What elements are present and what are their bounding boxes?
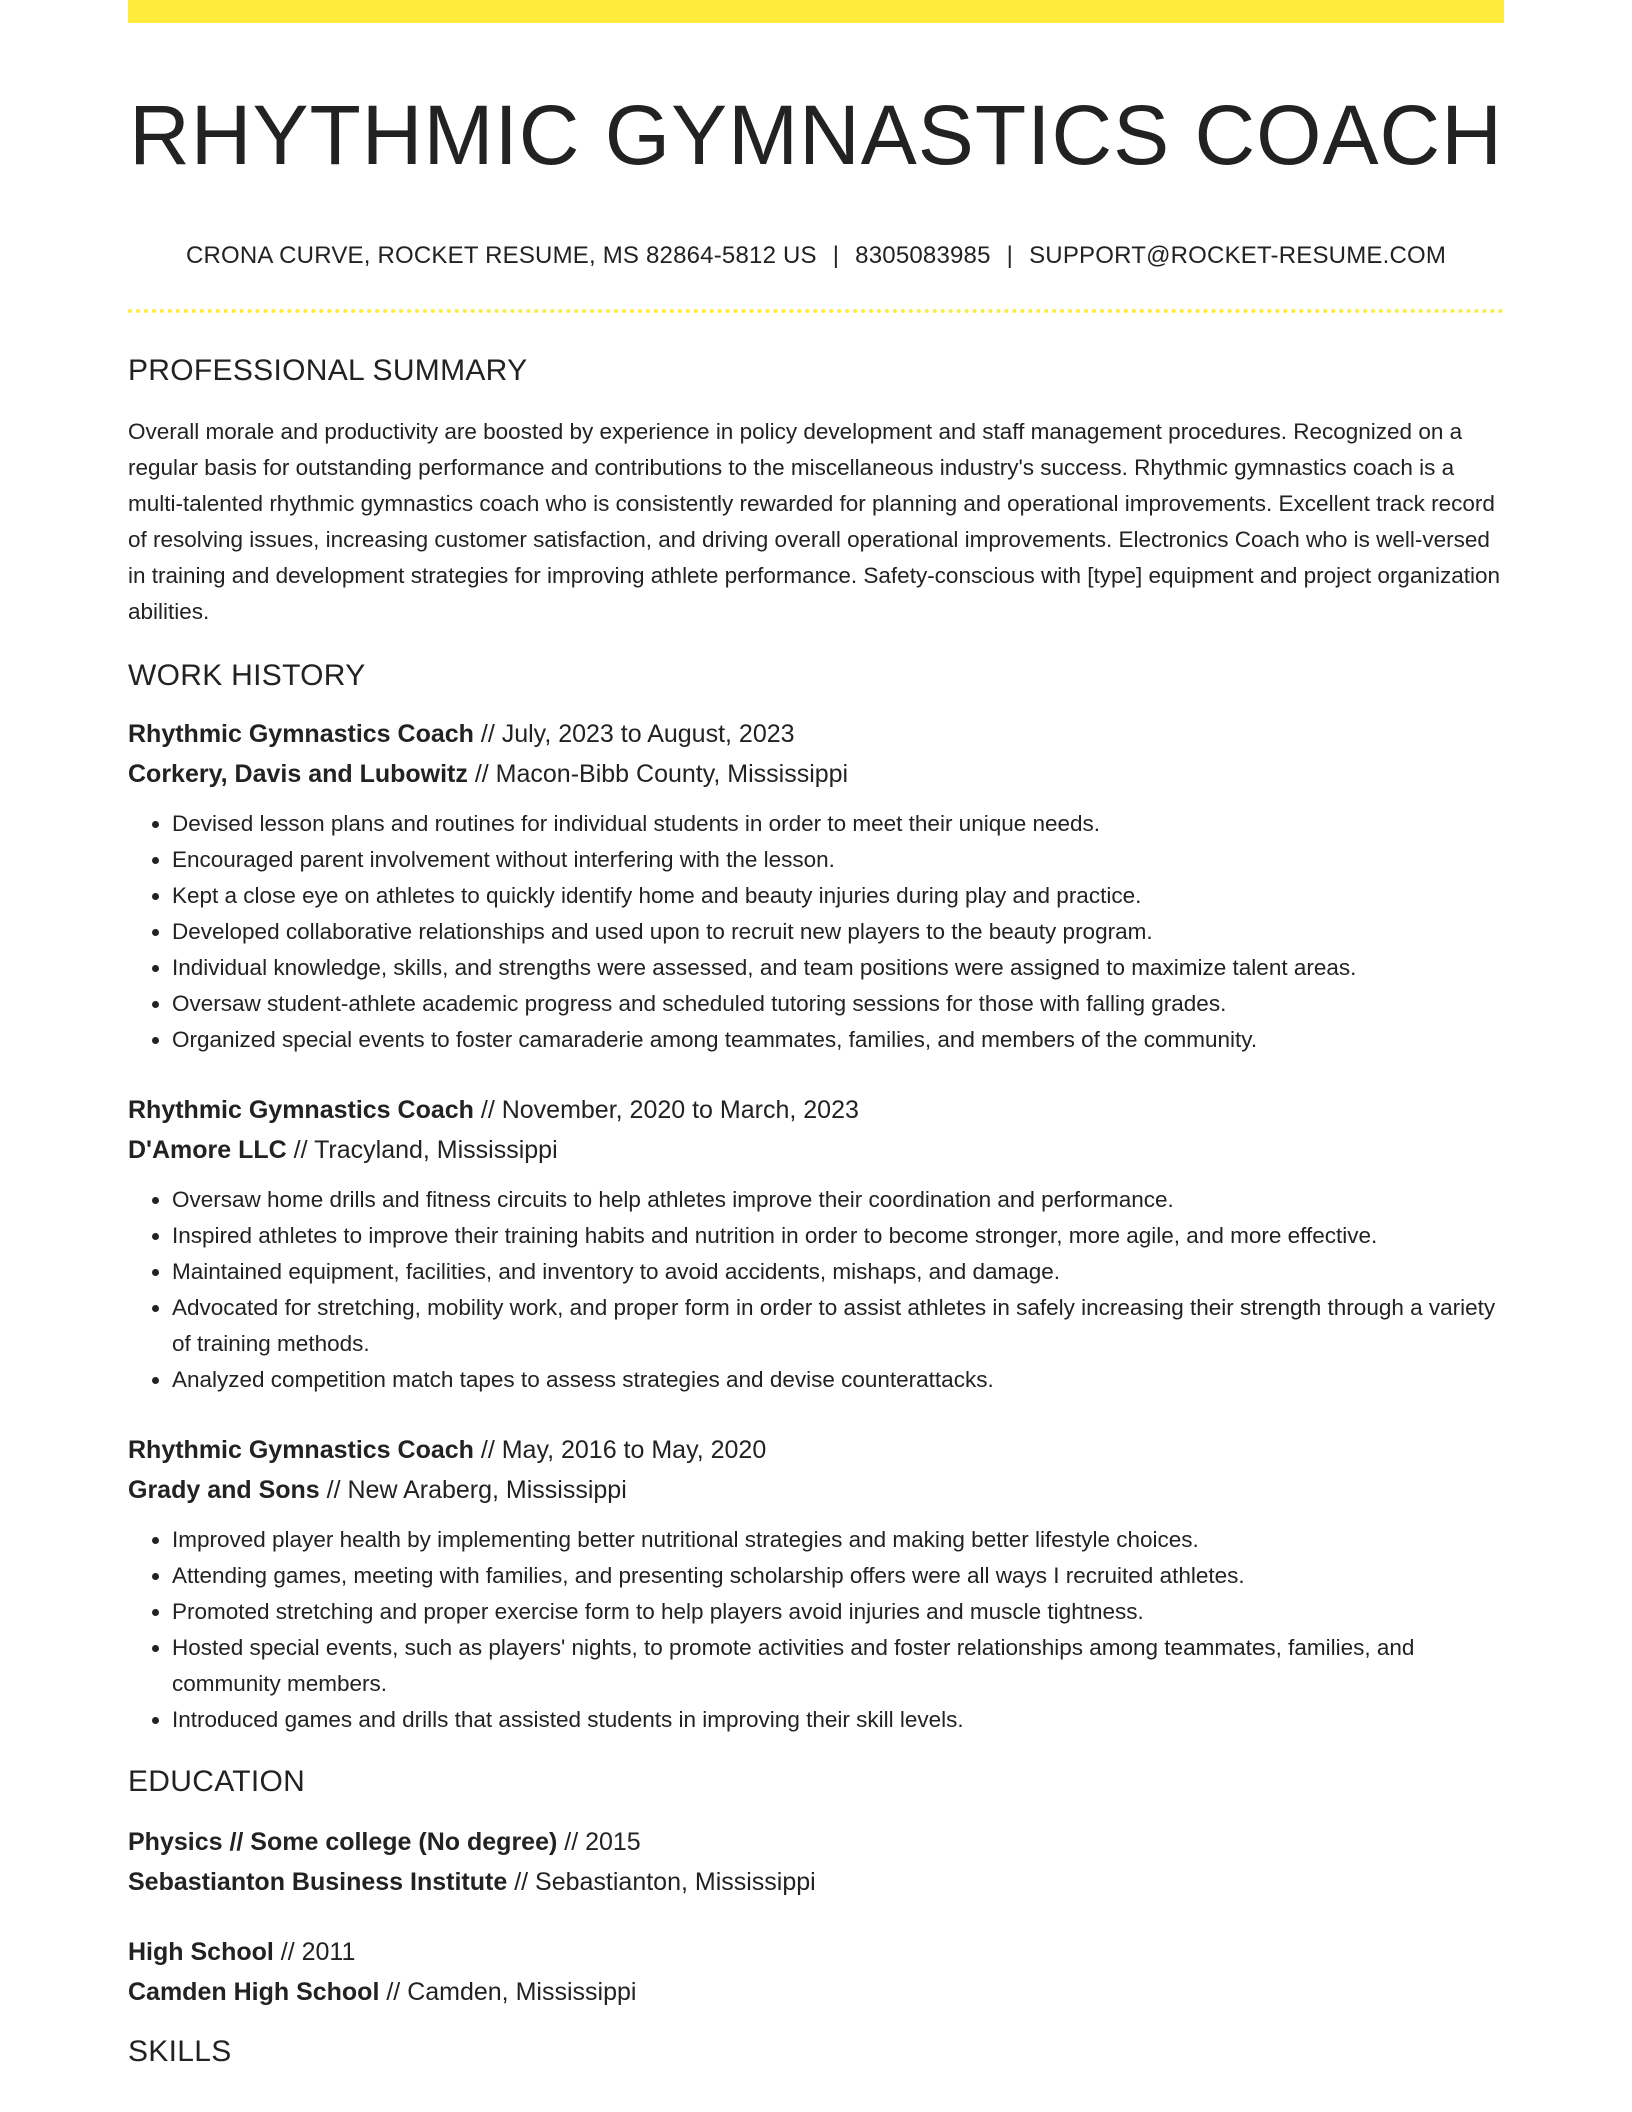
contact-address: CRONA CURVE, ROCKET RESUME, MS 82864-5812 US xyxy=(185,242,817,269)
job-bullet: • Oversaw home drills and fitness circuits to help athletes improve their coordination and performance. xyxy=(172,1182,1504,1218)
job-role-line xyxy=(128,714,1504,754)
accent-top-bar xyxy=(128,0,1504,23)
education-degree: High School xyxy=(128,1938,274,1966)
job-role-line xyxy=(128,1090,1504,1130)
job-bullets xyxy=(128,806,1504,1058)
section-title-summary: PROFESSIONAL SUMMARY xyxy=(128,354,528,387)
resume-title: RHYTHMIC GYMNASTICS COACH xyxy=(129,88,1503,182)
job-bullet: • Encouraged parent involvement without interfering with the lesson. xyxy=(172,842,1504,878)
job-company-line xyxy=(128,1470,1504,1510)
job-location: // New Araberg, Mississippi xyxy=(319,1476,627,1504)
job-bullet: • Devised lesson plans and routines for individual students in order to meet their unique needs. xyxy=(172,806,1504,842)
education-degree: Physics // Some college (No degree) xyxy=(128,1828,558,1856)
job-location: // Tracyland, Mississippi xyxy=(286,1136,558,1164)
job-bullet: • Developed collaborative relationships and used upon to recruit new players to the beauty program. xyxy=(172,914,1504,950)
education-entry xyxy=(128,1932,1504,2012)
education-school-line xyxy=(128,1972,1504,2012)
job-bullet: • Promoted stretching and proper exercise form to help players avoid injuries and muscle tightness. xyxy=(172,1594,1504,1630)
job-bullets xyxy=(128,1522,1504,1738)
job-bullet: • Advocated for stretching, mobility work, and proper form in order to assist athletes in safely increasing their strength through a variety of training methods. xyxy=(172,1290,1504,1362)
job-bullet: • Hosted special events, such as players' nights, to promote activities and foster relationships among teammates, families, and community members. xyxy=(172,1630,1504,1702)
job-bullet: • Introduced games and drills that assisted students in improving their skill levels. xyxy=(172,1702,1504,1738)
education-location: // Sebastianton, Mississippi xyxy=(507,1868,816,1896)
contact-line xyxy=(128,241,1504,271)
job-role: Rhythmic Gymnastics Coach xyxy=(128,1096,474,1124)
job-entry xyxy=(128,1090,1504,1398)
job-company-line xyxy=(128,1130,1504,1170)
job-entry xyxy=(128,714,1504,1058)
job-dates: // July, 2023 to August, 2023 xyxy=(473,720,795,748)
job-bullet: • Kept a close eye on athletes to quickly identify home and beauty injuries during play and practice. xyxy=(172,878,1504,914)
job-bullet: • Analyzed competition match tapes to assess strategies and devise counterattacks. xyxy=(172,1362,1504,1398)
job-role-line xyxy=(128,1430,1504,1470)
job-bullets xyxy=(128,1182,1504,1398)
summary-text: Overall morale and productivity are boosted by experience in policy development and staff management procedures. Recognized on a regular basis for outstanding performance and contributions to the miscellaneous industry's success. Rhythmic gymnastics coach is a multi-talented rhythmic gymnastics coach who is consistently rewarded for planning and operational improvements. Excellent track record of resolving issues, increasing customer satisfaction, and driving overall operational improvements. Electronics Coach who is well-versed in training and development strategies for improving athlete performance. Safety-conscious with [type] equipment and project organization abilities. xyxy=(128,419,1501,624)
education-school-line xyxy=(128,1862,1504,1902)
education-school: Camden High School xyxy=(128,1978,380,2006)
job-company-line xyxy=(128,754,1504,794)
section-title-education: EDUCATION xyxy=(128,1765,306,1798)
job-company: Corkery, Davis and Lubowitz xyxy=(128,760,468,788)
section-title-work-history: WORK HISTORY xyxy=(128,659,366,692)
job-bullet: • Oversaw student-athlete academic progress and scheduled tutoring sessions for those with falling grades. xyxy=(172,986,1504,1022)
job-dates: // May, 2016 to May, 2020 xyxy=(473,1436,767,1464)
job-bullet: • Maintained equipment, facilities, and inventory to avoid accidents, mishaps, and damage. xyxy=(172,1254,1504,1290)
education-degree-line xyxy=(128,1932,1504,1972)
dotted-divider xyxy=(128,309,1504,313)
job-role: Rhythmic Gymnastics Coach xyxy=(128,1436,474,1464)
contact-separator: | xyxy=(832,242,840,269)
job-bullet: • Attending games, meeting with families, and presenting scholarship offers were all ways I recruited athletes. xyxy=(172,1558,1504,1594)
contact-phone: 8305083985 xyxy=(855,242,991,269)
education-location: // Camden, Mississippi xyxy=(379,1978,637,2006)
contact-email: SUPPORT@ROCKET-RESUME.COM xyxy=(1029,242,1447,269)
job-role: Rhythmic Gymnastics Coach xyxy=(128,720,474,748)
job-bullet: • Organized special events to foster camaraderie among teammates, families, and members of the community. xyxy=(172,1022,1504,1058)
education-degree-line xyxy=(128,1822,1504,1862)
education-year: // 2011 xyxy=(273,1938,356,1966)
section-title-skills: SKILLS xyxy=(128,2035,232,2068)
job-dates: // November, 2020 to March, 2023 xyxy=(473,1096,859,1124)
resume-page xyxy=(128,0,1504,2070)
education-entry xyxy=(128,1822,1504,1902)
contact-separator: | xyxy=(1006,242,1014,269)
job-company: Grady and Sons xyxy=(128,1476,320,1504)
education-school: Sebastianton Business Institute xyxy=(128,1868,508,1896)
job-bullet: • Improved player health by implementing better nutritional strategies and making better lifestyle choices. xyxy=(172,1522,1504,1558)
job-location: // Macon-Bibb County, Mississippi xyxy=(467,760,849,788)
job-company: D'Amore LLC xyxy=(128,1136,287,1164)
education-year: // 2015 xyxy=(557,1828,641,1856)
job-bullet: • Individual knowledge, skills, and strengths were assessed, and team positions were assigned to maximize talent areas. xyxy=(172,950,1504,986)
job-entry xyxy=(128,1430,1504,1738)
job-bullet: • Inspired athletes to improve their training habits and nutrition in order to become stronger, more agile, and more effective. xyxy=(172,1218,1504,1254)
